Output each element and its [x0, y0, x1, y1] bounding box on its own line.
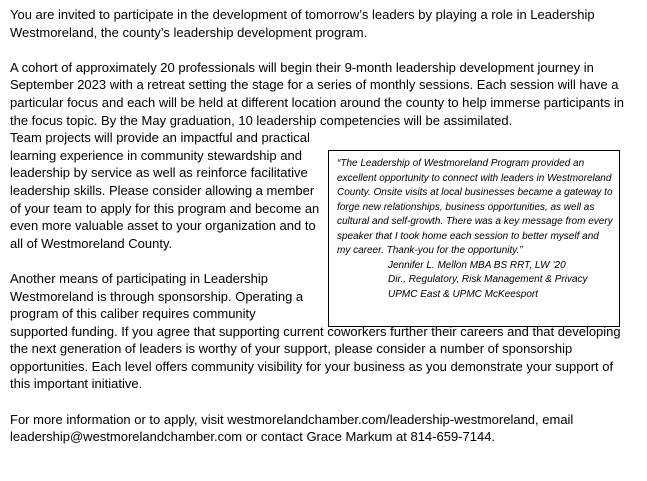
sponsorship-paragraph: supported funding. If you agree that supporting current coworkers further their careers and that developing the next generation of leaders is worthy of your support, please consider a number of sponsorship opportunities. Each level offers community visibility for your business as you demonstrate your support of this important initiative. — [10, 323, 621, 392]
cohort-paragraph: A cohort of approximately 20 professionals will begin their 9-month leadership development journey in September 2023 with a retreat setting the stage for a series of monthly sessions. Each session will have a particular focus and each will be held at different location around the county to help immerse participants in the focus topic. By the May graduation, 10 leadership competencies will be assimilated. — [10, 59, 625, 128]
testimonial-quote: “The Leadership of Westmoreland Program provided an excellent opportunity to connect with leaders in Westmoreland County. Onsite visits at local businesses became a gateway to forge new relationships, business opportunities, as well as cultural and self-growth. There was a key message from every speaker that I took home each session to better myself and my career. Thank-you for the opportunity.” — [337, 158, 613, 256]
contact-paragraph: For more information or to apply, visit westmorelandchamber.com/leadership-westmoreland, email leadership@westmorelandchamber.com or contact Grace Markum at 814-659-7144. — [10, 411, 574, 445]
testimonial-box — [328, 150, 620, 327]
testimonial-organization: UPMC East & UPMC McKeesport — [388, 288, 539, 300]
paragraph-spacer — [10, 41, 630, 59]
invitation-paragraph: You are invited to participate in the development of tomorrow’s leaders by playing a role in Leadership Westmoreland, the county’s leadership development program. — [10, 7, 595, 40]
testimonial-author-title: Dir., Regulatory, Risk Management & Privacy — [388, 274, 588, 285]
testimonial-attribution — [388, 259, 613, 303]
sponsorship-intro-paragraph: Another means of participating in Leadership Westmoreland is through sponsorship. Operating a program of this caliber requires community — [10, 270, 304, 322]
paragraph-spacer — [10, 393, 630, 411]
team-projects-paragraph: Team projects will provide an impactful and practical learning experience in community stewardship and leadership by service as well as reinforce facilitative leadership skills. Please consider allowing a member of your team to apply for this program and become an even more valuable asset to your organization and to all of Westmoreland County. — [10, 130, 320, 251]
testimonial-author: Jennifer L. Mellon MBA BS RRT, LW ’20 — [388, 259, 566, 271]
